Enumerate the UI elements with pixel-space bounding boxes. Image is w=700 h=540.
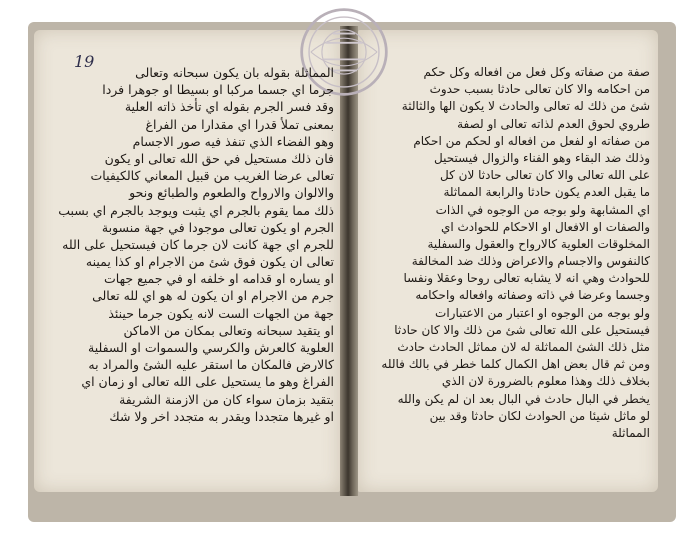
text-line: جرما اي جسما مركبا او بسيطا او جوهرا فردا: [102, 82, 334, 98]
text-line: للجرم اي جهة كانت لان جرما كان فيستحيل على الله: [62, 236, 334, 252]
text-line: وذلك ضد البقاء وهو الفناء والزوال فيستحيل: [434, 150, 650, 165]
text-line: الفراغ وهو ما يستحيل على الله تعالى او زمان اي: [81, 374, 334, 390]
text-line: والصفات او الافعال او الاحكام للحوادث اي: [440, 219, 650, 234]
text-line: وقد فسر الجرم بقوله اي تأخذ ذاته العلية: [124, 99, 334, 115]
text-line: كالنفوس والاجسام والاعراض وذلك ضد المخالفة: [411, 254, 650, 269]
text-line: مثل ذلك الشئ المماثلة له لان مماثل الحادث حادث: [397, 340, 650, 354]
text-line: المماثلة: [611, 425, 650, 440]
text-line: او غيرها متجددا ويقدر به متجدد اخر ولا شك: [109, 408, 334, 424]
text-line: فان ذلك مستحيل في حق الله تعالى او يكون: [104, 150, 334, 166]
text-line: لو ماثل شيئا من الحوادث لكان حادثا وقد بين: [429, 408, 650, 423]
text-line: ذلك مما يقوم بالجرم اي يثبت ويوجد بالجرم اي بسبب: [58, 202, 334, 218]
text-line: او يتقيد سبحانه وتعالى بمكان من الاماكن: [123, 322, 334, 338]
text-line: جرم من الاجرام او ان يكون له هو اي لله تعالى: [92, 288, 334, 304]
text-line: بخلاف ذلك وهذا معلوم بالضرورة لان الذي: [441, 374, 650, 389]
text-line: تعالى عرضا الغريب من قبيل المعاني كالكيفيات: [90, 168, 334, 184]
text-line: جهة من الجهات الست لانه يكون جرما حينئذ: [108, 305, 334, 321]
text-line: بمعنى تملأ قدرا اي مقدارا من الفراغ: [145, 116, 334, 132]
left-page-text: [58, 64, 334, 425]
text-line: شئ من ذلك له تعالى والحادث لا يكون الها والثالثة: [401, 99, 650, 114]
text-line: بتقيد بزمان سواء كان من الازمنة الشريفة: [119, 391, 334, 407]
text-line: اي المشابهة ولو بوجه من الوجوه في الذات: [435, 202, 650, 217]
text-line: طروي لحوق العدم لذاته تعالى او لصفة: [457, 116, 650, 131]
text-line: يخطر في البال حادث في البال بعد ان لم يكن والله: [397, 391, 650, 406]
folio-number: 19: [74, 52, 95, 71]
text-line: فيستحيل على الله تعالى شئ من ذلك والا كان حادثا: [394, 322, 650, 337]
text-line: ما يقبل العدم يكون حادثا والرابعة المماثلة: [443, 185, 650, 200]
text-line: من صفاته او لفعل من افعاله او لحكم من احكام: [413, 133, 650, 148]
text-line: والالوان والارواح والطعوم والطبائع ونحو: [129, 185, 334, 201]
text-line: ومن ثم قال بعض اهل الكمال كلما خطر في بالك فالله: [381, 357, 650, 372]
text-line: من احكامه والا كان تعالى حادثا بسبب حدوث: [429, 82, 650, 97]
text-line: تعالى ان يكون فوق شئ من الاجرام او كذا يمينه: [85, 254, 334, 270]
text-line: للحوادث وهي انه لا يشابه تعالى روحا وعقلا ونفسا: [403, 271, 650, 286]
text-line: المخلوقات العلوية كالارواح والعقول والسفلية: [427, 236, 650, 251]
text-line: كالارض فالمكان ما استقر عليه الشئ والمراد به: [88, 357, 334, 373]
text-line: الجرم او يكون تعالى موجودا في جهة منسوبة: [101, 219, 334, 235]
text-line: على الله تعالى والا كان تعالى حادثا لان كل: [440, 168, 650, 183]
text-line: المماثلة بقوله بان يكون سبحانه وتعالى: [135, 65, 334, 80]
text-line: وهو الفضاء الذي تنفذ فيه صور الاجسام: [132, 133, 334, 149]
text-line: ولو بوجه من الوجوه او اعتبار من الاعتبارات: [435, 305, 650, 320]
text-line: وجسما وعرضا في ذاته وصفاته وافعاله واحكامه: [415, 288, 650, 303]
text-line: العلوية كالعرش والكرسي والسموات او السفلية: [88, 340, 334, 355]
right-page-text: [368, 64, 650, 442]
text-line: صفة من صفاته وكل فعل من افعاله وكل حكم: [423, 65, 650, 79]
text-line: او يساره او قدامه او خلفه او في جميع جهات: [104, 271, 334, 287]
